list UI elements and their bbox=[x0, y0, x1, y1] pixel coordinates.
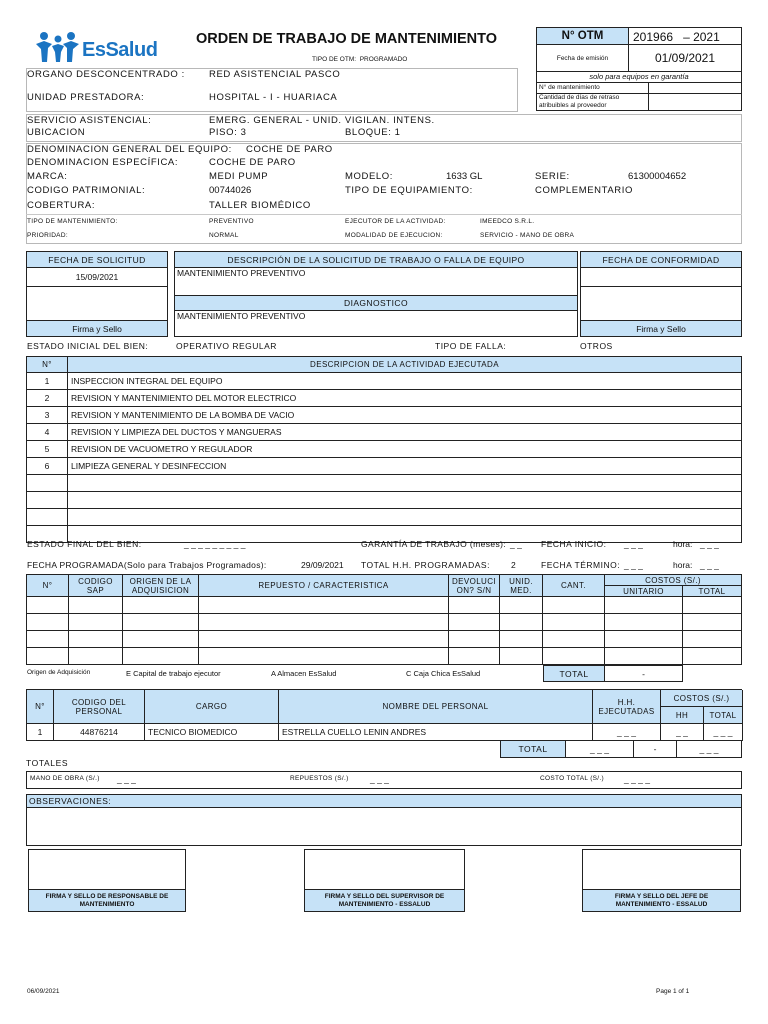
per-total-header: TOTAL bbox=[704, 707, 743, 724]
origen-a: A Almacen EsSalud bbox=[271, 669, 337, 678]
codigo-patrimonial-value: 00744026 bbox=[209, 185, 252, 196]
per-row-costo-hh: _ _ bbox=[661, 724, 704, 741]
act-row-empty bbox=[27, 492, 68, 509]
per-cargo-header: CARGO bbox=[145, 690, 279, 724]
personal-table bbox=[26, 689, 742, 741]
personal-total-label: TOTAL bbox=[500, 740, 566, 758]
serie-value: 61300004652 bbox=[628, 171, 687, 182]
costo-total-label: COSTO TOTAL (S/.) bbox=[540, 775, 604, 782]
repuestos-total-label: TOTAL bbox=[543, 665, 605, 682]
act-desc-header: DESCRIPCION DE LA ACTIVIDAD EJECUTADA bbox=[68, 357, 742, 373]
per-nombre-header: NOMBRE DEL PERSONAL bbox=[279, 690, 593, 724]
act-row-desc: REVISION Y MANTENIMIENTO DE LA BOMBA DE VACIO bbox=[68, 407, 742, 424]
fecha-termino-value: _ _ _ bbox=[624, 560, 643, 570]
fecha-emision: 01/09/2021 bbox=[629, 45, 741, 72]
hora2-label: hora: bbox=[673, 560, 693, 570]
tipo-equipamiento-value: COMPLEMENTARIO bbox=[535, 185, 633, 196]
observaciones-box[interactable] bbox=[26, 794, 742, 846]
hora-label: hora: bbox=[673, 539, 693, 549]
piso: PISO: 3 bbox=[209, 127, 247, 138]
mano-obra-value: _ _ _ bbox=[117, 774, 136, 784]
origen-adquisicion-label: Origen de Adquisición bbox=[27, 669, 91, 676]
firma-jefe-label: FIRMA Y SELLO DEL JEFE DE MANTENIMIENTO - ESSALUD bbox=[583, 889, 740, 911]
marca-value: MEDI PUMP bbox=[209, 171, 269, 182]
origen-e: E Capital de trabajo ejecutor bbox=[126, 669, 221, 678]
otm-label: N° OTM bbox=[537, 28, 629, 45]
footer-date: 06/09/2021 bbox=[27, 988, 60, 995]
act-row-desc: LIMPIEZA GENERAL Y DESINFECCION bbox=[68, 458, 742, 475]
origen-c: C Caja Chica EsSalud bbox=[406, 669, 481, 678]
denom-general-label: DENOMINACION GENERAL DEL EQUIPO: bbox=[27, 144, 232, 155]
codigo-patrimonial-label: CODIGO PATRIMONIAL: bbox=[27, 185, 146, 196]
personal-total-hh: _ _ _ bbox=[565, 740, 634, 758]
prioridad-value: NORMAL bbox=[209, 232, 239, 239]
repuestos-table bbox=[26, 574, 742, 665]
total-hh-value: 2 bbox=[511, 560, 516, 570]
organo-label: ORGANO DESCONCENTRADO : bbox=[27, 69, 185, 80]
n-mantenimiento-value bbox=[649, 82, 741, 93]
act-row-empty bbox=[27, 509, 68, 526]
total-hh-label: TOTAL H.H. PROGRAMADAS: bbox=[361, 560, 490, 570]
fecha-conformidad-label: FECHA DE CONFORMIDAD bbox=[581, 252, 741, 268]
totales-label: TOTALES bbox=[26, 758, 69, 768]
act-row-desc: REVISION Y MANTENIMIENTO DEL MOTOR ELECTRICO bbox=[68, 390, 742, 407]
rep-cant-header: CANT. bbox=[543, 575, 605, 597]
fecha-solicitud-box bbox=[26, 251, 168, 337]
denom-especifica-value: COCHE DE PARO bbox=[209, 157, 296, 168]
marca-label: MARCA: bbox=[27, 171, 68, 182]
diagnostico-value: MANTENIMIENTO PREVENTIVO bbox=[177, 311, 306, 321]
rep-total-header: TOTAL bbox=[683, 586, 742, 597]
descripcion-value: MANTENIMIENTO PREVENTIVO bbox=[177, 268, 306, 278]
tipo-otm bbox=[312, 56, 407, 63]
tipo-falla-label: TIPO DE FALLA: bbox=[435, 341, 507, 351]
logo-text: EsSalud bbox=[82, 39, 158, 61]
prioridad-label: PRIORIDAD: bbox=[27, 232, 68, 239]
firma-supervisor-label: FIRMA Y SELLO DEL SUPERVISOR DE MANTENIMIENTO - ESSALUD bbox=[305, 889, 464, 911]
hora-value: _ _ _ bbox=[700, 539, 719, 549]
per-row-nombre: ESTRELLA CUELLO LENIN ANDRES bbox=[279, 724, 593, 741]
tipo-equipamiento-label: TIPO DE EQUIPAMIENTO: bbox=[345, 185, 473, 196]
garantia-label: GARANTÍA DE TRABAJO (meses): bbox=[361, 539, 507, 549]
descripcion-label: DESCRIPCIÓN DE LA SOLICITUD DE TRABAJO O FALLA DE EQUIPO bbox=[175, 252, 577, 268]
act-row-empty bbox=[68, 475, 742, 492]
fecha-solicitud-value: 15/09/2021 bbox=[27, 268, 167, 287]
act-row-empty bbox=[68, 492, 742, 509]
modelo-value: 1633 GL bbox=[446, 171, 483, 182]
fecha-programada-label: FECHA PROGRAMADA(Solo para Trabajos Programados): bbox=[27, 560, 267, 570]
descripcion-box bbox=[174, 251, 578, 337]
repuestos-total-costo-value: _ _ _ bbox=[370, 774, 389, 784]
act-n-header: N° bbox=[27, 357, 68, 373]
estado-inicial-label: ESTADO INICIAL DEL BIEN: bbox=[27, 341, 149, 351]
repuestos-total-value: - bbox=[604, 665, 683, 682]
organo-value: RED ASISTENCIAL PASCO bbox=[209, 69, 341, 80]
document-title: ORDEN DE TRABAJO DE MANTENIMIENTO bbox=[196, 31, 498, 47]
firma-supervisor-box bbox=[304, 849, 465, 912]
garantia-value: _ _ bbox=[510, 539, 522, 549]
rep-costos-header: COSTOS (S/.) bbox=[605, 575, 742, 586]
fecha-emision-label: Fecha de emisión bbox=[537, 45, 629, 72]
fecha-programada-value: 29/09/2021 bbox=[301, 560, 344, 570]
act-row-desc: REVISION DE VACUOMETRO Y REGULADOR bbox=[68, 441, 742, 458]
tipo-mantenimiento-value: PREVENTIVO bbox=[209, 218, 254, 225]
observaciones-label: OBSERVACIONES: bbox=[27, 795, 741, 808]
act-row-n: 2 bbox=[27, 390, 68, 407]
servicio-label: SERVICIO ASISTENCIAL: bbox=[27, 115, 152, 126]
repuestos-total-costo-label: REPUESTOS (S/.) bbox=[290, 775, 349, 782]
footer-page: Page 1 of 1 bbox=[656, 988, 690, 995]
serie-label: SERIE: bbox=[535, 171, 570, 182]
per-row-cargo: TECNICO BIOMEDICO bbox=[145, 724, 279, 741]
otm-number: 201966 bbox=[633, 30, 674, 44]
fecha-conformidad-value bbox=[581, 268, 741, 287]
act-row-n: 5 bbox=[27, 441, 68, 458]
modalidad-value: SERVICIO - MANO DE OBRA bbox=[480, 232, 575, 239]
cobertura-label: COBERTURA: bbox=[27, 200, 96, 211]
rep-codigo-header: CODIGO SAP bbox=[69, 575, 123, 597]
firma-sello-2: Firma y Sello bbox=[581, 320, 741, 336]
tipo-otm-label: TIPO DE OTM: bbox=[312, 56, 357, 63]
act-row-n: 4 bbox=[27, 424, 68, 441]
firma-responsable-label: FIRMA Y SELLO DE RESPONSABLE DE MANTENIMIENTO bbox=[29, 889, 185, 911]
estado-final-label: ESTADO FINAL DEL BIEN: bbox=[27, 539, 142, 549]
costo-total-value: _ _ _ _ bbox=[624, 774, 650, 784]
ejecutor-label: EJECUTOR DE LA ACTIVIDAD: bbox=[345, 218, 446, 225]
otm-year: – 2021 bbox=[683, 30, 720, 44]
firma-responsable-box bbox=[28, 849, 186, 912]
diagnostico-label: DIAGNOSTICO bbox=[175, 295, 577, 311]
denom-especifica-label: DENOMINACION ESPECÍFICA: bbox=[27, 157, 179, 168]
per-row-codigo: 44876214 bbox=[54, 724, 145, 741]
otm-number-cell bbox=[629, 28, 741, 45]
act-row-empty bbox=[27, 475, 68, 492]
essalud-logo bbox=[34, 30, 174, 66]
act-row-empty bbox=[68, 509, 742, 526]
unidad-label: UNIDAD PRESTADORA: bbox=[27, 92, 145, 103]
ubicacion-label: UBICACION bbox=[27, 127, 86, 138]
rep-devolucion-header: DEVOLUCI ON? S/N bbox=[449, 575, 500, 597]
act-row-desc: REVISION Y LIMPIEZA DEL DUCTOS Y MANGUERAS bbox=[68, 424, 742, 441]
personal-total-costo-hh: - bbox=[633, 740, 677, 758]
per-row-costo-total: _ _ _ bbox=[704, 724, 743, 741]
fecha-solicitud-label: FECHA DE SOLICITUD bbox=[27, 252, 167, 268]
ejecutor-value: IMEEDCO S.R.L. bbox=[480, 218, 535, 225]
dias-retraso-value bbox=[649, 93, 741, 111]
dias-retraso-label: Cantidad de días de retraso atribuibles al proveedor bbox=[537, 93, 649, 111]
per-row-n: 1 bbox=[27, 724, 54, 741]
actividades-table bbox=[26, 356, 742, 543]
rep-origen-header: ORIGEN DE LA ADQUISICION bbox=[123, 575, 199, 597]
estado-final-value: _ _ _ _ _ _ _ _ _ bbox=[184, 539, 246, 549]
bloque: BLOQUE: 1 bbox=[345, 127, 401, 138]
fecha-inicio-label: FECHA INICIO: bbox=[541, 539, 607, 549]
garantia-note: solo para equipos en garantía bbox=[589, 72, 689, 81]
per-hh-header: H.H. EJECUTADAS bbox=[593, 690, 661, 724]
denom-general-value: COCHE DE PARO bbox=[246, 144, 333, 155]
personal-total-costo-total: _ _ _ bbox=[676, 740, 742, 758]
rep-n-header: N° bbox=[27, 575, 69, 597]
modelo-label: MODELO: bbox=[345, 171, 394, 182]
per-n-header: N° bbox=[27, 690, 54, 724]
family-logo-icon bbox=[34, 30, 80, 64]
rep-unitario-header: UNITARIO bbox=[605, 586, 683, 597]
firma-jefe-box bbox=[582, 849, 741, 912]
per-costos-header: COSTOS (S/.) bbox=[661, 690, 743, 707]
rep-repuesto-header: REPUESTO / CARACTERISTICA bbox=[199, 575, 449, 597]
act-row-n: 6 bbox=[27, 458, 68, 475]
tipo-mantenimiento-label: TIPO DE MANTENIMIENTO: bbox=[27, 218, 118, 225]
tipo-otm-value: PROGRAMADO bbox=[359, 56, 408, 63]
n-mantenimiento-label: N° de mantenimiento bbox=[537, 82, 649, 93]
servicio-value: EMERG. GENERAL - UNID. VIGILAN. INTENS. bbox=[209, 115, 435, 126]
estado-inicial-value: OPERATIVO REGULAR bbox=[176, 341, 277, 351]
cobertura-value: TALLER BIOMÉDICO bbox=[209, 200, 311, 211]
equipo-divider bbox=[26, 214, 742, 215]
fecha-termino-label: FECHA TÉRMINO: bbox=[541, 560, 621, 570]
unidad-value: HOSPITAL - I - HUARIACA bbox=[209, 92, 338, 103]
otm-box bbox=[536, 27, 742, 111]
fecha-inicio-value: _ _ _ bbox=[624, 539, 643, 549]
per-codigo-header: CODIGO DEL PERSONAL bbox=[54, 690, 145, 724]
per-row-hh: _ _ _ bbox=[593, 724, 661, 741]
rep-unid-header: UNID. MED. bbox=[500, 575, 543, 597]
act-row-n: 3 bbox=[27, 407, 68, 424]
per-hh2-header: HH bbox=[661, 707, 704, 724]
act-row-n: 1 bbox=[27, 373, 68, 390]
fecha-conformidad-box bbox=[580, 251, 742, 337]
hora2-value: _ _ _ bbox=[700, 560, 719, 570]
mano-obra-label: MANO DE OBRA (S/.) bbox=[30, 775, 100, 782]
act-row-desc: INSPECCION INTEGRAL DEL EQUIPO bbox=[68, 373, 742, 390]
firma-sello-1: Firma y Sello bbox=[27, 320, 167, 336]
tipo-falla-value: OTROS bbox=[580, 341, 613, 351]
modalidad-label: MODALIDAD DE EJECUCION: bbox=[345, 232, 443, 239]
